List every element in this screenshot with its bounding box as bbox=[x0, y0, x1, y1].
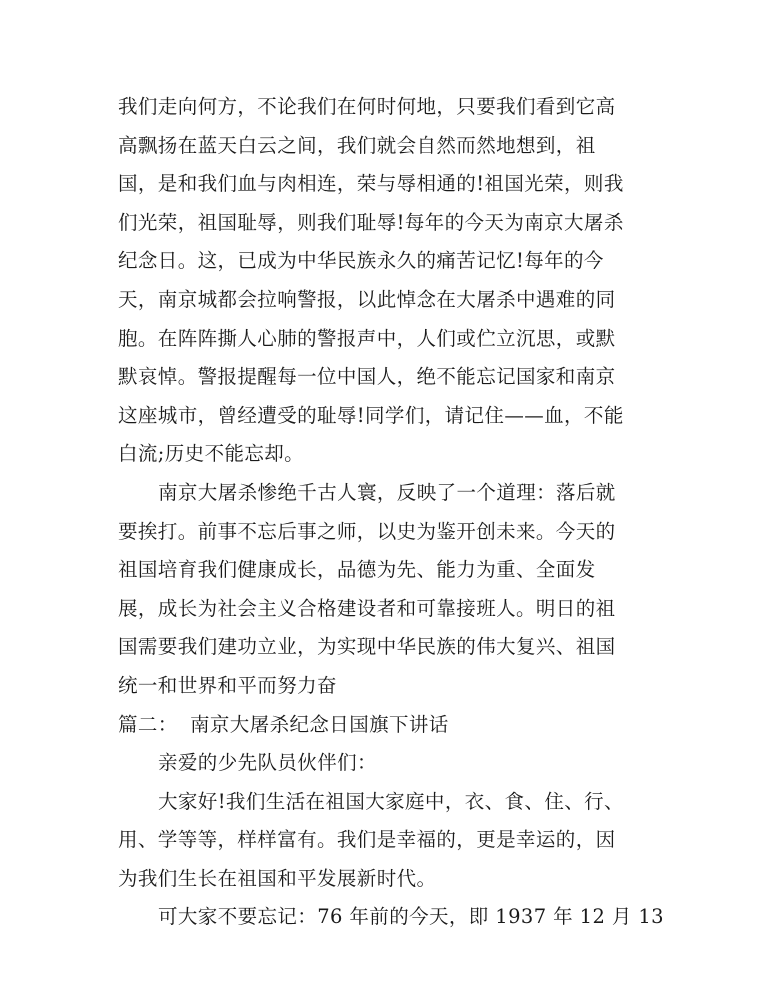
text-line: 为我们生长在祖国和平发展新时代。 bbox=[118, 866, 437, 890]
section-label: 篇二： bbox=[118, 712, 178, 736]
text-line: 高飘扬在蓝天白云之间，我们就会自然而然地想到，祖 bbox=[118, 133, 596, 157]
text-line: 国需要我们建功立业，为实现中华民族的伟大复兴、祖国 bbox=[118, 635, 616, 659]
paragraph-2 bbox=[118, 474, 658, 706]
text-line: 可大家不要忘记：76 年前的今天，即 1937 年 12 月 13 bbox=[158, 905, 664, 929]
text-line: 展，成长为社会主义合格建设者和可靠接班人。明日的祖 bbox=[118, 596, 616, 620]
text-line: 要挨打。前事不忘后事之师，以史为鉴开创未来。今天的 bbox=[118, 519, 616, 543]
paragraph-1 bbox=[118, 88, 658, 474]
text-line: 们光荣，祖国耻辱，则我们耻辱!每年的今天为南京大屠杀 bbox=[118, 210, 624, 234]
text-line: 白流;历史不能忘却。 bbox=[118, 442, 305, 466]
text-line: 这座城市，曾经遭受的耻辱!同学们，请记住——血，不能 bbox=[118, 403, 624, 427]
text-line: 国，是和我们血与肉相连，荣与辱相通的!祖国光荣，则我 bbox=[118, 172, 624, 196]
text-line: 我们走向何方，不论我们在何时何地，只要我们看到它高 bbox=[118, 95, 616, 118]
text-line: 祖国培育我们健康成长，品德为先、能力为重、全面发 bbox=[118, 558, 596, 582]
text-line: 南京大屠杀惨绝千古人寰，反映了一个道理：落后就 bbox=[158, 480, 616, 504]
section-title: 南京大屠杀纪念日国旗下讲话 bbox=[190, 712, 449, 736]
text-line: 胞。在阵阵撕人心肺的警报声中，人们或伫立沉思，或默 bbox=[118, 326, 616, 350]
greeting: 亲爱的少先队员伙伴们： bbox=[158, 751, 377, 775]
text-line: 默哀悼。警报提醒每一位中国人，绝不能忘记国家和南京 bbox=[118, 365, 616, 389]
section-heading bbox=[118, 706, 658, 745]
text-line: 纪念日。这，已成为中华民族永久的痛苦记忆!每年的今 bbox=[118, 249, 604, 273]
text-line: 统一和世界和平而努力奋 bbox=[118, 673, 337, 697]
text-line: 用、学等等，样样富有。我们是幸福的，更是幸运的，因 bbox=[118, 828, 616, 852]
text-line: 天，南京城都会拉响警报，以此悼念在大屠杀中遇难的同 bbox=[118, 287, 616, 311]
paragraph-3 bbox=[118, 783, 658, 899]
paragraph-4 bbox=[118, 898, 664, 937]
text-line: 大家好!我们生活在祖国大家庭中，衣、食、住、行、 bbox=[158, 789, 624, 813]
document-body bbox=[118, 88, 664, 937]
